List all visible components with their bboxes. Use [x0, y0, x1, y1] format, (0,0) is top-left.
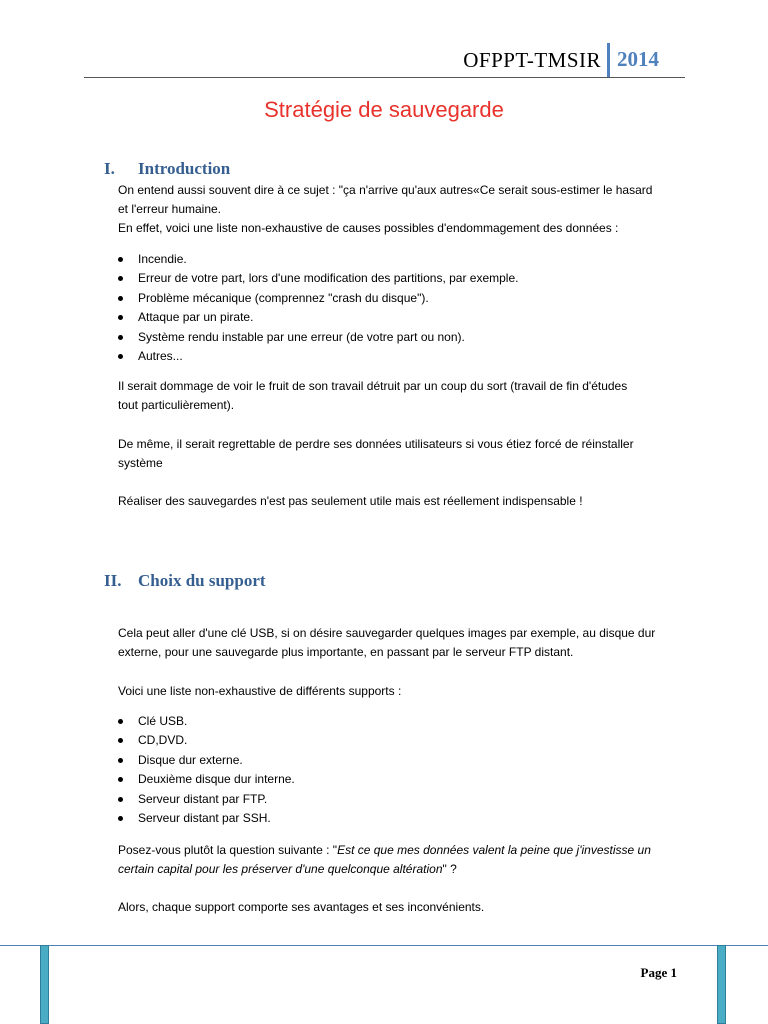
paragraph-question [118, 841, 678, 879]
list-item: Autres... [118, 347, 658, 366]
list-item: Clé USB. [118, 712, 658, 731]
paragraph-indispensable: Réaliser des sauvegardes n'est pas seulement utile mais est réellement indispensable ! [118, 494, 583, 508]
question-text-line2: certain capital pour les préserver d'une quelconque altération [118, 862, 443, 876]
list-item: Serveur distant par FTP. [118, 790, 658, 809]
section-heading-introduction [104, 159, 230, 179]
list-item: CD,DVD. [118, 731, 658, 750]
text-line [118, 841, 678, 860]
text-line: Il serait dommage de voir le fruit de son travail détruit par un coup du sort (travail de fin d'études [118, 379, 628, 393]
section-number: I. [104, 159, 115, 178]
question-text-line1: Est ce que mes données valent la peine que j'investisse un [337, 843, 651, 857]
paragraph-supports-intro: Voici une liste non-exhaustive de différents supports : [118, 684, 402, 698]
list-item: Disque dur externe. [118, 751, 658, 770]
header-title: OFPPT-TMSIR [463, 48, 601, 72]
text-line [118, 860, 678, 879]
paragraph-work [118, 377, 678, 415]
causes-list [118, 250, 658, 366]
footer-left-bar [40, 945, 49, 1024]
intro-paragraph [118, 181, 678, 238]
page-number: Page 1 [640, 965, 677, 980]
list-item: Système rendu instable par une erreur (de votre part ou non). [118, 328, 658, 347]
text-line: et l'erreur humaine. [118, 202, 222, 216]
list-item: Problème mécanique (comprennez "crash du disque"). [118, 289, 658, 308]
question-prefix: Posez-vous plutôt la question suivante : " [118, 843, 338, 857]
header-separator [607, 43, 610, 77]
header-year: 2014 [617, 47, 659, 71]
section-title: Introduction [138, 159, 231, 178]
text-line: externe, pour une sauvegarde plus importante, en passant par le serveur FTP distant. [118, 645, 574, 659]
list-item: Serveur distant par SSH. [118, 809, 658, 828]
text-line: Cela peut aller d'une clé USB, si on désire sauvegarder quelques images par exemple, au disque dur [118, 626, 656, 640]
list-item: Deuxième disque dur interne. [118, 770, 658, 789]
section-number: II. [104, 571, 122, 590]
list-item: Incendie. [118, 250, 658, 269]
question-suffix: " ? [442, 862, 457, 876]
list-item: Attaque par un pirate. [118, 308, 658, 327]
section-heading-support [104, 571, 266, 591]
document-title: Stratégie de sauvegarde [264, 97, 504, 122]
paragraph-conclusion: Alors, chaque support comporte ses avantages et ses inconvénients. [118, 900, 485, 914]
text-line: En effet, voici une liste non-exhaustive de causes possibles d'endommagement des données : [118, 221, 619, 235]
text-line: système [118, 456, 163, 470]
text-line: On entend aussi souvent dire à ce sujet : "ça n'arrive qu'aux autres«Ce serait sous-estimer le hasard [118, 183, 653, 197]
footer-right-bar [717, 945, 726, 1024]
text-line: De même, il serait regrettable de perdre ses données utilisateurs si vous étiez forcé de réinstaller [118, 437, 634, 451]
footer-rule [0, 945, 768, 946]
list-item: Erreur de votre part, lors d'une modification des partitions, par exemple. [118, 269, 658, 288]
text-line: tout particulièrement). [118, 398, 235, 412]
paragraph-reinstall [118, 435, 678, 473]
supports-list [118, 712, 658, 828]
section-title: Choix du support [138, 571, 266, 590]
header-rule [84, 77, 685, 78]
paragraph-usb [118, 624, 678, 662]
